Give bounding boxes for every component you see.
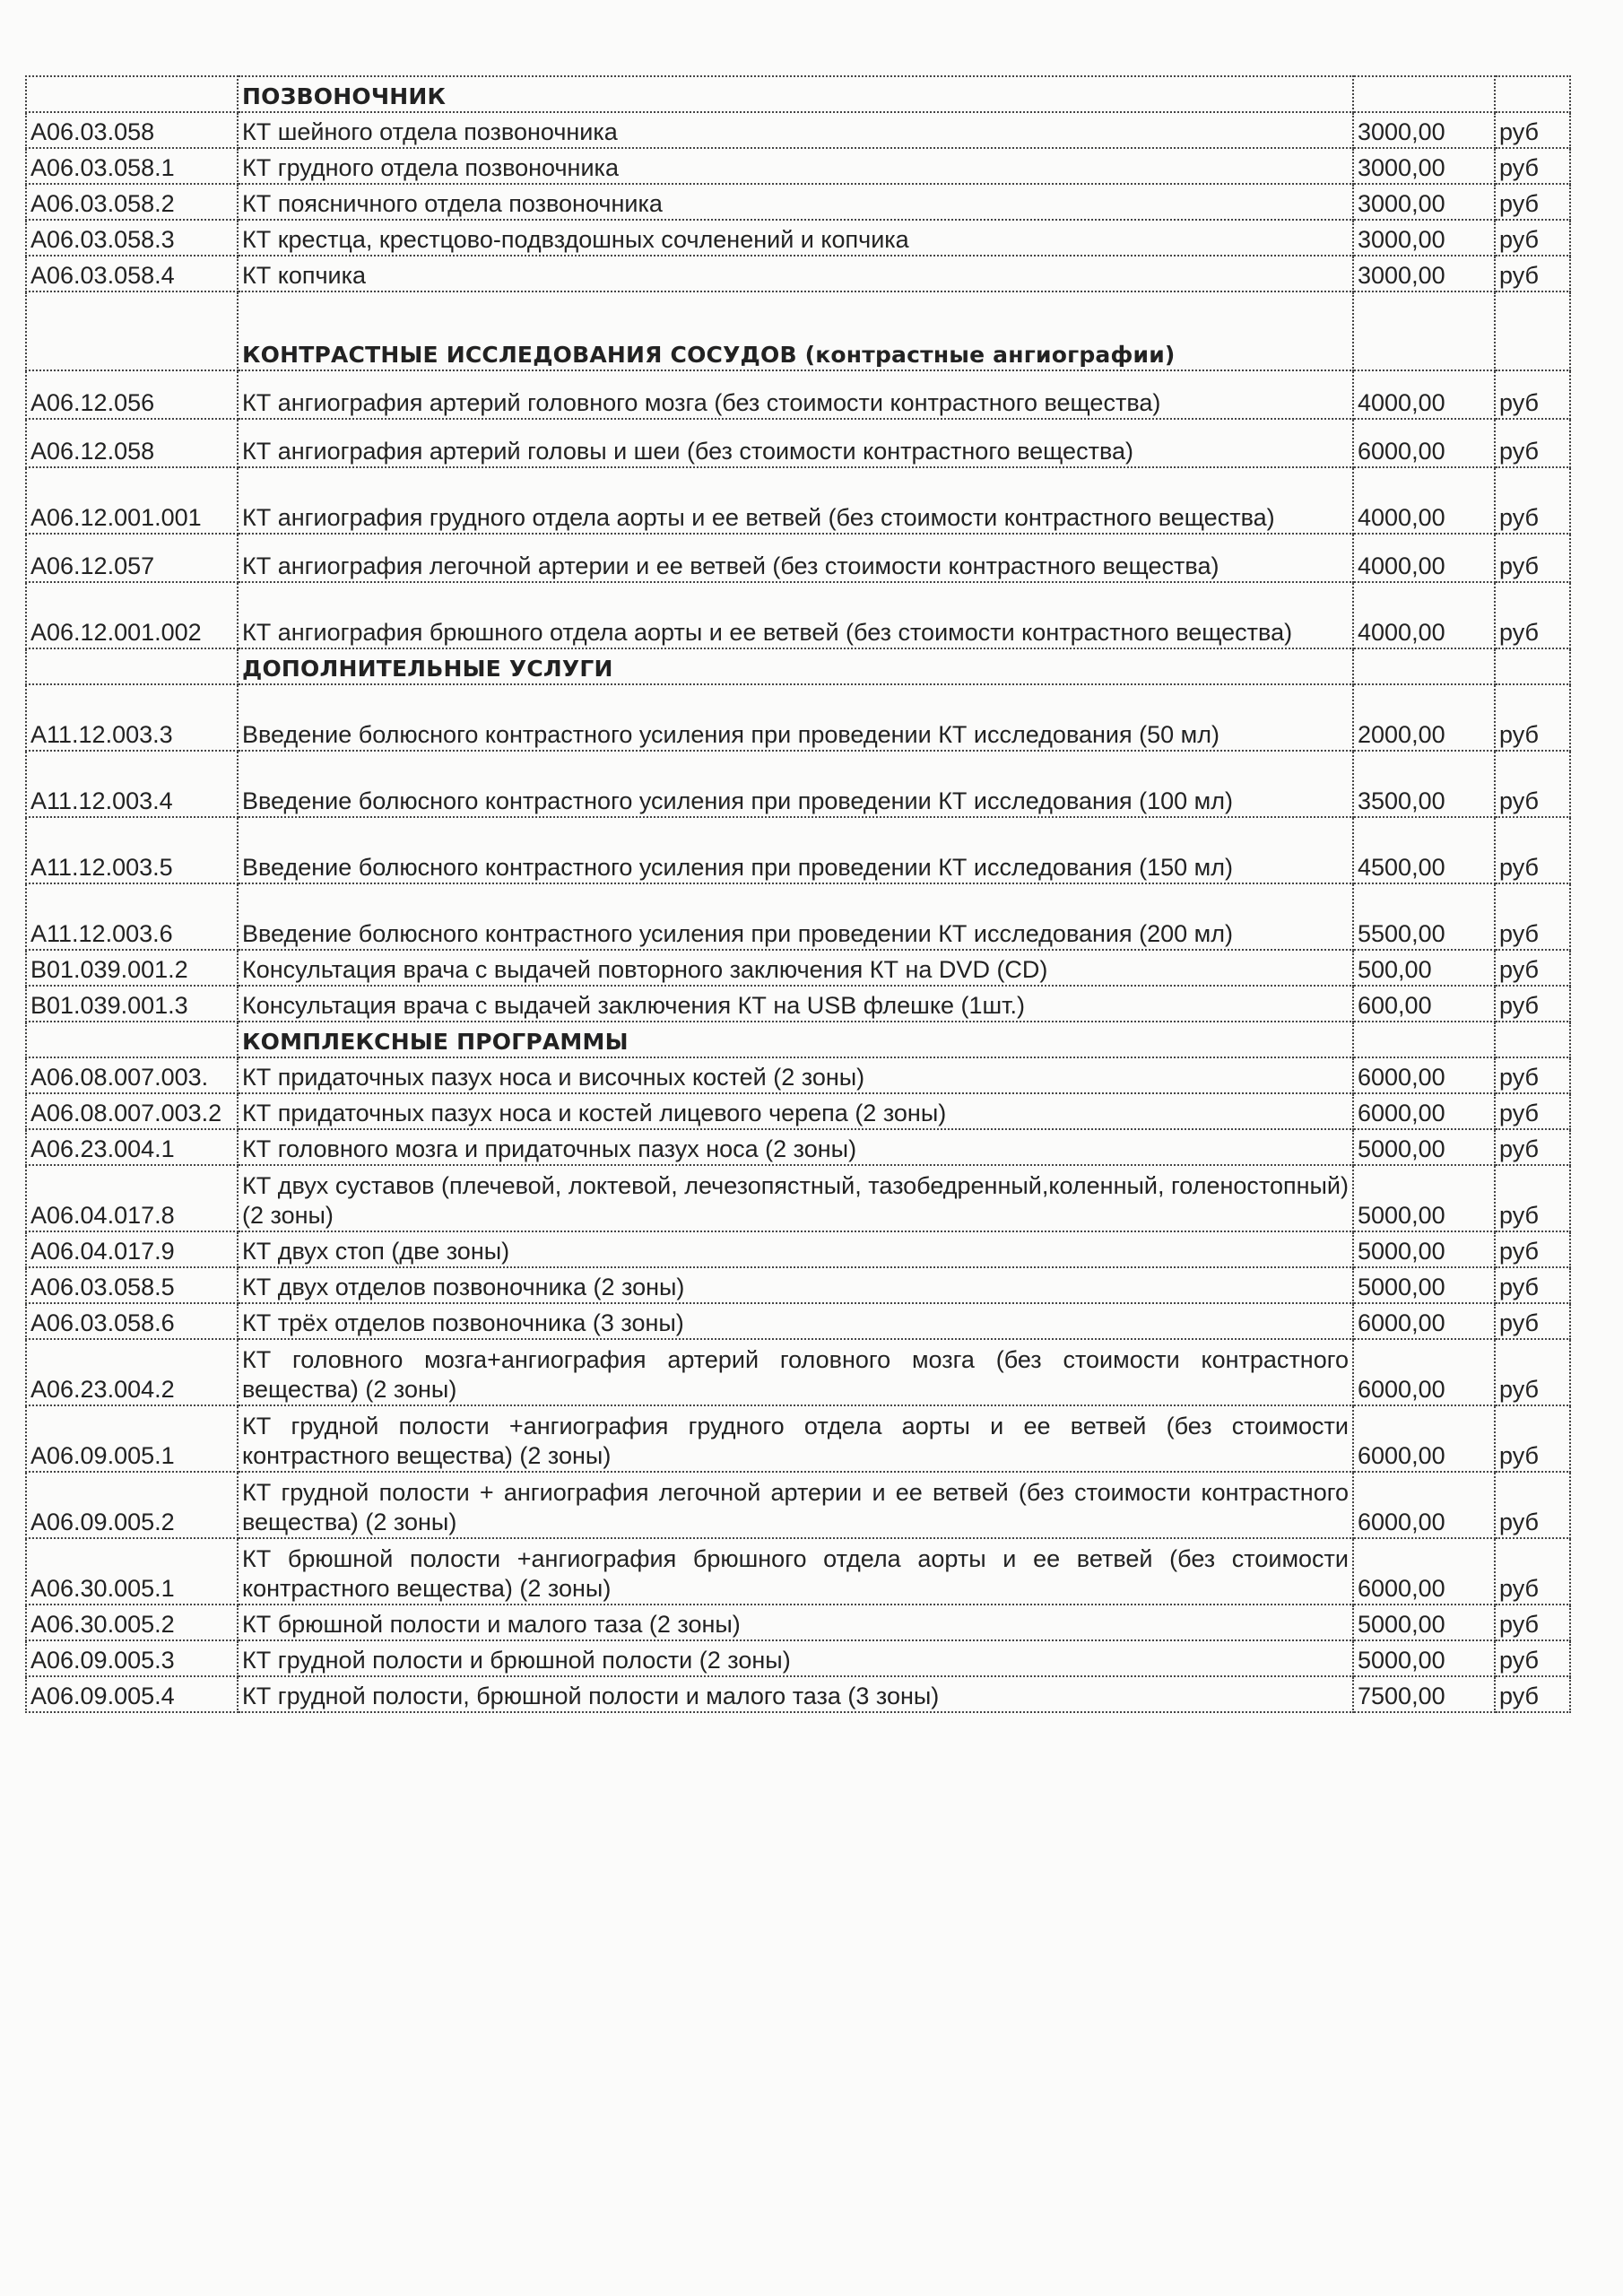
service-name: КТ брюшной полости и малого таза (2 зоны) <box>238 1605 1353 1640</box>
currency-unit: руб <box>1495 1538 1570 1605</box>
currency-unit: руб <box>1495 419 1570 467</box>
service-name: Введение болюсного контрастного усиления при проведении КТ исследования (50 мл) <box>238 684 1353 751</box>
service-code: В01.039.001.2 <box>26 950 238 986</box>
service-name: КТ головного мозга и придаточных пазух носа (2 зоны) <box>238 1129 1353 1165</box>
service-name: КТ грудной полости + ангиография легочной артерии и ее ветвей (без стоимости контрастного вещества) (2 зоны) <box>238 1472 1353 1538</box>
service-name: КТ двух стоп (две зоны) <box>238 1231 1353 1267</box>
table-row <box>26 1472 1570 1538</box>
currency-unit: руб <box>1495 582 1570 648</box>
section-header-vessels <box>26 291 1570 370</box>
service-price: 3000,00 <box>1353 256 1495 291</box>
service-code: А06.08.007.003. <box>26 1057 238 1093</box>
section-title: КОНТРАСТНЫЕ ИССЛЕДОВАНИЯ СОСУДОВ (контрастные ангиографии) <box>238 291 1353 370</box>
table-row <box>26 112 1570 148</box>
service-price: 4500,00 <box>1353 817 1495 883</box>
service-price: 600,00 <box>1353 986 1495 1022</box>
table-row <box>26 256 1570 291</box>
service-price: 6000,00 <box>1353 1303 1495 1339</box>
service-name: КТ трёх отделов позвоночника (3 зоны) <box>238 1303 1353 1339</box>
service-price: 3000,00 <box>1353 112 1495 148</box>
service-price: 3000,00 <box>1353 184 1495 220</box>
service-code: А06.12.001.002 <box>26 582 238 648</box>
table-row <box>26 1538 1570 1605</box>
currency-unit: руб <box>1495 467 1570 534</box>
service-name: Введение болюсного контрастного усиления при проведении КТ исследования (200 мл) <box>238 883 1353 950</box>
service-name: КТ двух отделов позвоночника (2 зоны) <box>238 1267 1353 1303</box>
service-price: 7500,00 <box>1353 1676 1495 1712</box>
service-price: 6000,00 <box>1353 1472 1495 1538</box>
table-row <box>26 684 1570 751</box>
table-row <box>26 1303 1570 1339</box>
service-name: КТ придаточных пазух носа и костей лицевого черепа (2 зоны) <box>238 1093 1353 1129</box>
table-row <box>26 1129 1570 1165</box>
table-row <box>26 1339 1570 1405</box>
section-title: ПОЗВОНОЧНИК <box>238 76 1353 112</box>
service-name: Введение болюсного контрастного усиления при проведении КТ исследования (100 мл) <box>238 751 1353 817</box>
service-price: 3000,00 <box>1353 220 1495 256</box>
currency-unit: руб <box>1495 1676 1570 1712</box>
currency-unit: руб <box>1495 370 1570 419</box>
service-price: 6000,00 <box>1353 1538 1495 1605</box>
table-row <box>26 817 1570 883</box>
service-price: 3500,00 <box>1353 751 1495 817</box>
table-row <box>26 950 1570 986</box>
service-code: А06.09.005.2 <box>26 1472 238 1538</box>
currency-unit: руб <box>1495 751 1570 817</box>
service-name: Консультация врача с выдачей заключения КТ на USB флешке (1шт.) <box>238 986 1353 1022</box>
service-code: А06.12.058 <box>26 419 238 467</box>
service-code: А06.03.058.3 <box>26 220 238 256</box>
currency-unit: руб <box>1495 950 1570 986</box>
service-name: КТ придаточных пазух носа и височных костей (2 зоны) <box>238 1057 1353 1093</box>
service-code: В01.039.001.3 <box>26 986 238 1022</box>
currency-unit: руб <box>1495 148 1570 184</box>
service-code: А06.30.005.1 <box>26 1538 238 1605</box>
service-name: КТ ангиография артерий головного мозга (без стоимости контрастного вещества) <box>238 370 1353 419</box>
service-price: 5000,00 <box>1353 1640 1495 1676</box>
service-code: А06.03.058.1 <box>26 148 238 184</box>
currency-unit: руб <box>1495 1472 1570 1538</box>
service-name: КТ шейного отдела позвоночника <box>238 112 1353 148</box>
service-code: А06.04.017.9 <box>26 1231 238 1267</box>
service-price: 3000,00 <box>1353 148 1495 184</box>
service-code: А06.03.058.4 <box>26 256 238 291</box>
service-code: А06.09.005.3 <box>26 1640 238 1676</box>
table-row <box>26 1231 1570 1267</box>
table-row <box>26 1093 1570 1129</box>
service-code: А06.03.058.5 <box>26 1267 238 1303</box>
service-name: Консультация врача с выдачей повторного заключения КТ на DVD (CD) <box>238 950 1353 986</box>
section-header-complex <box>26 1022 1570 1057</box>
currency-unit: руб <box>1495 112 1570 148</box>
service-price: 6000,00 <box>1353 1093 1495 1129</box>
service-name: КТ поясничного отдела позвоночника <box>238 184 1353 220</box>
currency-unit: руб <box>1495 817 1570 883</box>
section-header-additional <box>26 648 1570 684</box>
service-price: 5000,00 <box>1353 1267 1495 1303</box>
service-code: А06.12.057 <box>26 534 238 582</box>
currency-unit: руб <box>1495 220 1570 256</box>
table-row <box>26 1165 1570 1231</box>
table-row <box>26 419 1570 467</box>
service-price: 5000,00 <box>1353 1129 1495 1165</box>
section-title: КОМПЛЕКСНЫЕ ПРОГРАММЫ <box>238 1022 1353 1057</box>
service-price: 4000,00 <box>1353 534 1495 582</box>
service-name: КТ ангиография брюшного отдела аорты и ее ветвей (без стоимости контрастного вещества) <box>238 582 1353 648</box>
currency-unit: руб <box>1495 1303 1570 1339</box>
service-price: 6000,00 <box>1353 1339 1495 1405</box>
currency-unit: руб <box>1495 1605 1570 1640</box>
currency-unit: руб <box>1495 534 1570 582</box>
service-name: КТ копчика <box>238 256 1353 291</box>
service-name: КТ крестца, крестцово-подвздошных сочленений и копчика <box>238 220 1353 256</box>
service-name: КТ грудного отдела позвоночника <box>238 148 1353 184</box>
service-price: 500,00 <box>1353 950 1495 986</box>
service-price: 5500,00 <box>1353 883 1495 950</box>
service-code: А06.09.005.1 <box>26 1405 238 1472</box>
section-title: ДОПОЛНИТЕЛЬНЫЕ УСЛУГИ <box>238 648 1353 684</box>
service-name: КТ грудной полости, брюшной полости и малого таза (3 зоны) <box>238 1676 1353 1712</box>
service-price: 4000,00 <box>1353 467 1495 534</box>
currency-unit: руб <box>1495 1057 1570 1093</box>
service-price: 5000,00 <box>1353 1231 1495 1267</box>
table-row <box>26 148 1570 184</box>
table-row <box>26 1605 1570 1640</box>
table-row <box>26 184 1570 220</box>
service-price: 5000,00 <box>1353 1605 1495 1640</box>
service-code: А06.23.004.1 <box>26 1129 238 1165</box>
table-row <box>26 1057 1570 1093</box>
service-name: КТ головного мозга+ангиография артерий головного мозга (без стоимости контрастного вещества) (2 зоны) <box>238 1339 1353 1405</box>
currency-unit: руб <box>1495 986 1570 1022</box>
currency-unit: руб <box>1495 883 1570 950</box>
table-row <box>26 220 1570 256</box>
table-row <box>26 1640 1570 1676</box>
service-name: КТ грудной полости +ангиография грудного отдела аорты и ее ветвей (без стоимости контрастного вещества) (2 зоны) <box>238 1405 1353 1472</box>
service-price: 6000,00 <box>1353 1057 1495 1093</box>
service-price: 2000,00 <box>1353 684 1495 751</box>
currency-unit: руб <box>1495 1339 1570 1405</box>
currency-unit: руб <box>1495 1165 1570 1231</box>
service-code: А11.12.003.4 <box>26 751 238 817</box>
service-code: А06.09.005.4 <box>26 1676 238 1712</box>
table-row <box>26 1267 1570 1303</box>
currency-unit: руб <box>1495 256 1570 291</box>
service-code: А06.23.004.2 <box>26 1339 238 1405</box>
service-price: 4000,00 <box>1353 370 1495 419</box>
currency-unit: руб <box>1495 1640 1570 1676</box>
service-code: А11.12.003.6 <box>26 883 238 950</box>
currency-unit: руб <box>1495 1405 1570 1472</box>
service-price: 4000,00 <box>1353 582 1495 648</box>
service-code: А06.03.058 <box>26 112 238 148</box>
section-header-spine <box>26 76 1570 112</box>
service-name: КТ ангиография грудного отдела аорты и ее ветвей (без стоимости контрастного вещества) <box>238 467 1353 534</box>
currency-unit: руб <box>1495 1231 1570 1267</box>
table-row <box>26 1676 1570 1712</box>
table-row <box>26 883 1570 950</box>
service-name: КТ ангиография легочной артерии и ее ветвей (без стоимости контрастного вещества) <box>238 534 1353 582</box>
service-code: А11.12.003.5 <box>26 817 238 883</box>
currency-unit: руб <box>1495 1267 1570 1303</box>
table-row <box>26 534 1570 582</box>
service-code: А06.03.058.6 <box>26 1303 238 1339</box>
table-row <box>26 751 1570 817</box>
service-name: КТ брюшной полости +ангиография брюшного отдела аорты и ее ветвей (без стоимости контрастного вещества) (2 зоны) <box>238 1538 1353 1605</box>
service-price: 5000,00 <box>1353 1165 1495 1231</box>
price-table <box>25 75 1571 1713</box>
service-code: А06.12.001.001 <box>26 467 238 534</box>
service-price: 6000,00 <box>1353 419 1495 467</box>
service-name: КТ двух суставов (плечевой, локтевой, лечезопястный, тазобедренный,коленный, голеностопный) (2 зоны) <box>238 1165 1353 1231</box>
service-price: 6000,00 <box>1353 1405 1495 1472</box>
table-row <box>26 1405 1570 1472</box>
currency-unit: руб <box>1495 184 1570 220</box>
currency-unit: руб <box>1495 1093 1570 1129</box>
service-name: КТ ангиография артерий головы и шеи (без стоимости контрастного вещества) <box>238 419 1353 467</box>
currency-unit: руб <box>1495 684 1570 751</box>
service-name: Введение болюсного контрастного усиления при проведении КТ исследования (150 мл) <box>238 817 1353 883</box>
table-row <box>26 582 1570 648</box>
service-code: А11.12.003.3 <box>26 684 238 751</box>
table-row <box>26 467 1570 534</box>
service-code: А06.30.005.2 <box>26 1605 238 1640</box>
table-row <box>26 370 1570 419</box>
service-code: А06.04.017.8 <box>26 1165 238 1231</box>
service-code: А06.03.058.2 <box>26 184 238 220</box>
service-name: КТ грудной полости и брюшной полости (2 зоны) <box>238 1640 1353 1676</box>
currency-unit: руб <box>1495 1129 1570 1165</box>
table-row <box>26 986 1570 1022</box>
service-code: А06.12.056 <box>26 370 238 419</box>
service-code: А06.08.007.003.2 <box>26 1093 238 1129</box>
